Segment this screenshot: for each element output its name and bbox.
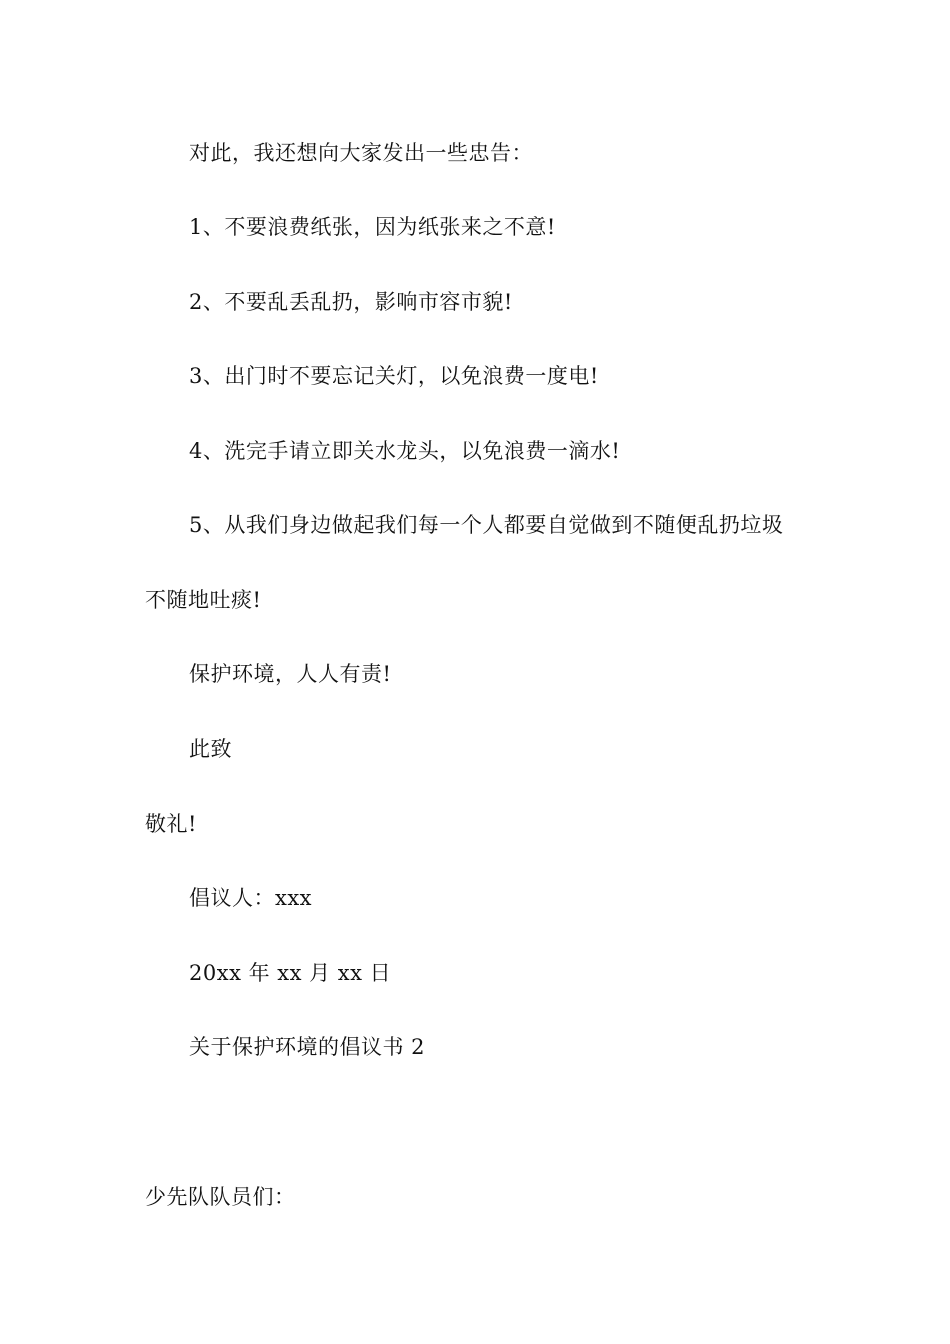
signature-date: 20xx 年 xx 月 xx 日 [189, 961, 392, 985]
paragraph-advice-4: 4、洗完手请立即关水龙头，以免浪费一滴水! [189, 439, 621, 463]
signature-proposer: 倡议人：xxx [189, 886, 313, 910]
closing-regards: 敬礼! [145, 812, 197, 836]
closing-salutation: 此致 [189, 737, 232, 761]
greeting-line: 少先队队员们： [145, 1185, 296, 1209]
paragraph-advice-intro: 对此，我还想向大家发出一些忠告： [189, 141, 533, 165]
paragraph-advice-5: 5、从我们身边做起我们每一个人都要自觉做到不随便乱扔垃圾 [189, 513, 784, 537]
section-heading: 关于保护环境的倡议书 2 [189, 1035, 426, 1059]
paragraph-advice-1: 1、不要浪费纸张，因为纸张来之不意! [189, 215, 556, 239]
paragraph-slogan: 保护环境，人人有责! [189, 662, 392, 686]
paragraph-advice-5-continued: 不随地吐痰! [145, 588, 262, 612]
paragraph-advice-3: 3、出门时不要忘记关灯，以免浪费一度电! [189, 364, 599, 388]
paragraph-advice-2: 2、不要乱丢乱扔，影响市容市貌! [189, 290, 513, 314]
